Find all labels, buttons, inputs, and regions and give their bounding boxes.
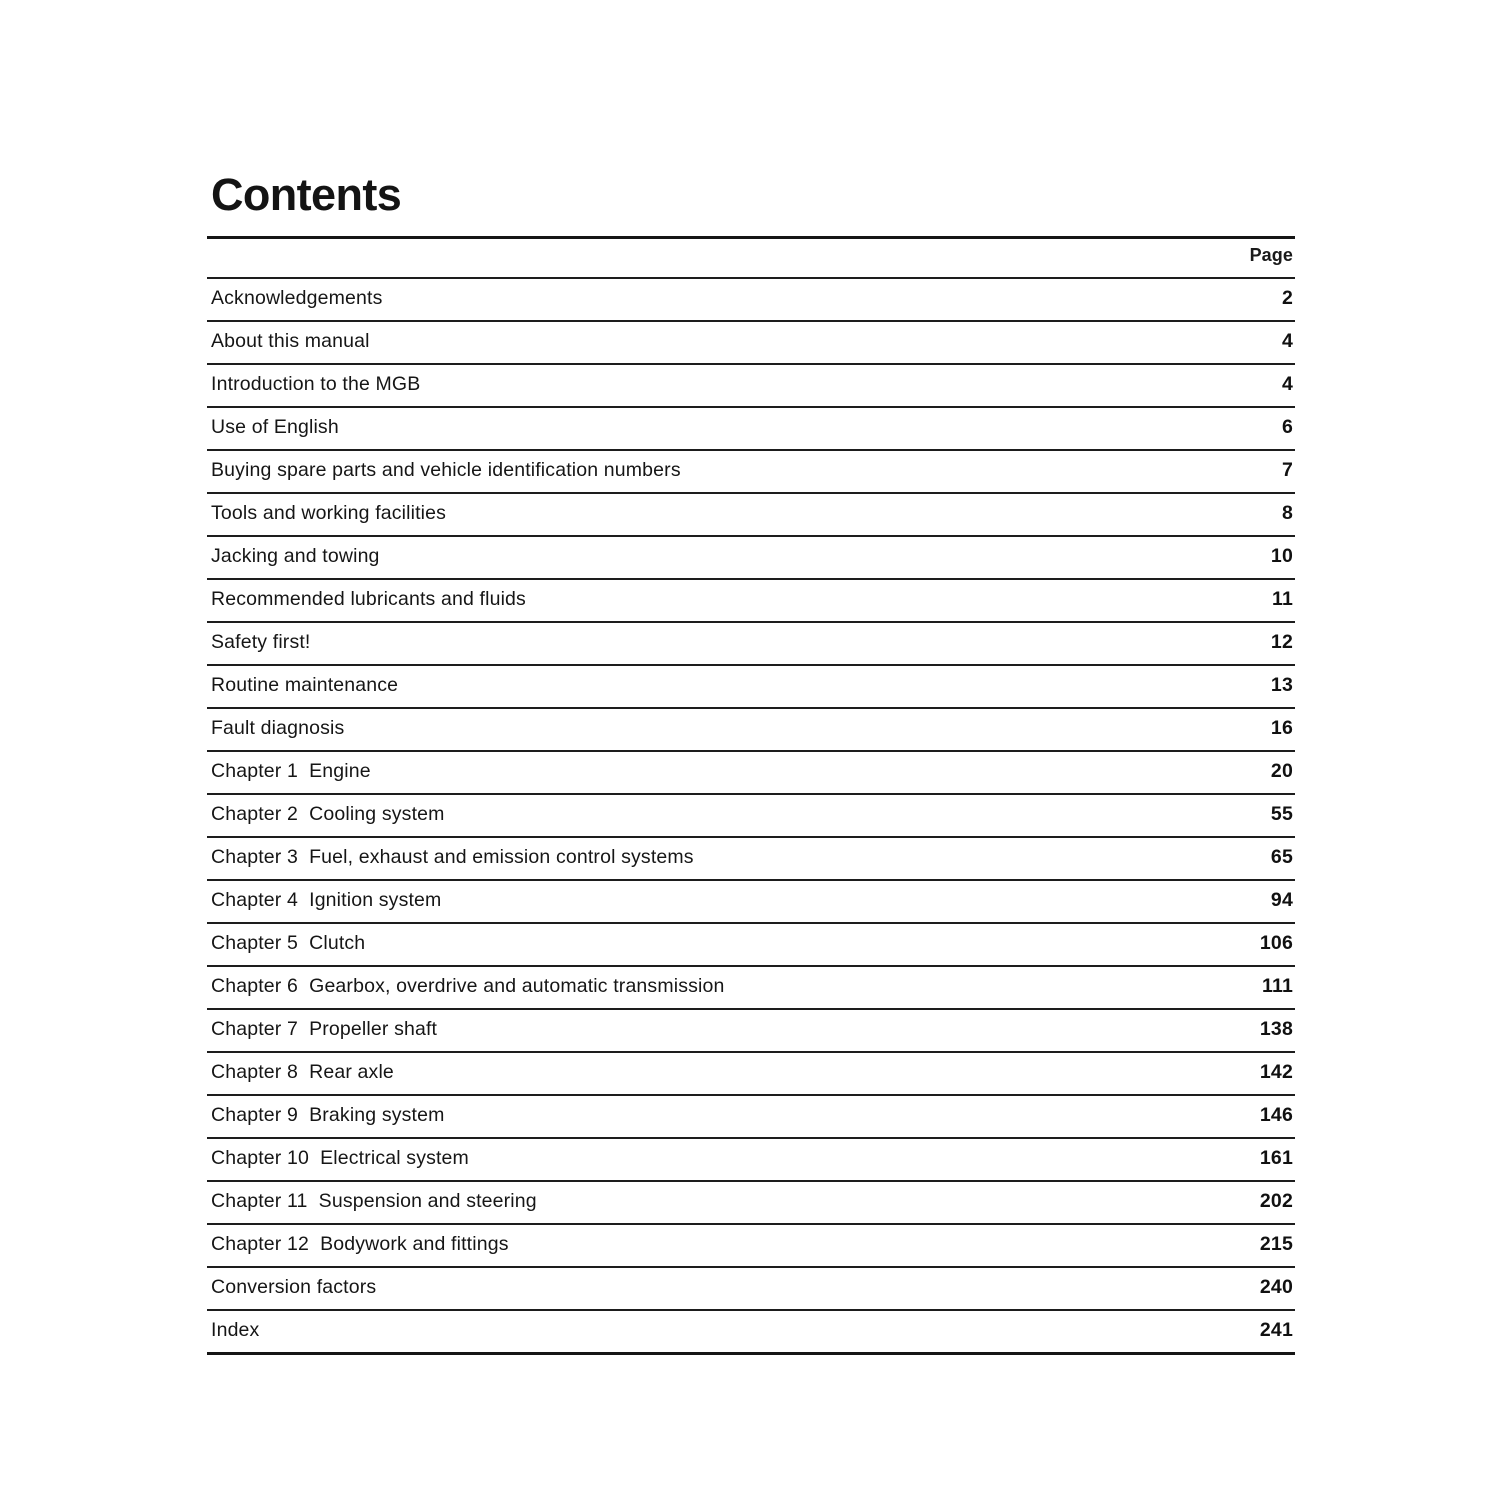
toc-entry-title: Chapter 10 Electrical system (211, 1147, 469, 1169)
toc-entry-page-number: 4 (1281, 373, 1293, 395)
toc-entry-title: Chapter 11 Suspension and steering (211, 1190, 537, 1212)
toc-entry-page-number: 6 (1281, 416, 1293, 438)
toc-entry-page-number: 10 (1270, 545, 1293, 567)
toc-entry-page-number: 142 (1259, 1061, 1293, 1083)
toc-entry-row[interactable] (207, 1182, 1295, 1223)
toc-entry-page-number: 7 (1281, 459, 1293, 481)
toc-entry-page-number: 11 (1271, 588, 1293, 610)
toc-entry-row[interactable] (207, 537, 1295, 578)
toc-entry-title: Introduction to the MGB (211, 373, 421, 395)
toc-entry-page-number: 146 (1259, 1104, 1293, 1126)
toc-entry-row[interactable] (207, 838, 1295, 879)
toc-entry-row[interactable] (207, 322, 1295, 363)
toc-entry-row[interactable] (207, 795, 1295, 836)
column-header-row (207, 239, 1295, 277)
toc-entry-title: Jacking and towing (211, 545, 380, 567)
toc-entry-row[interactable] (207, 1096, 1295, 1137)
toc-entry-title: Chapter 4 Ignition system (211, 889, 442, 911)
toc-entry-page-number: 111 (1262, 975, 1293, 997)
toc-entry-row[interactable] (207, 881, 1295, 922)
toc-entry-page-number: 240 (1259, 1276, 1293, 1298)
toc-entry-title: Chapter 12 Bodywork and fittings (211, 1233, 509, 1255)
toc-entry-title: Acknowledgements (211, 287, 383, 309)
toc-entry-page-number: 106 (1259, 932, 1293, 954)
toc-entry-row[interactable] (207, 1268, 1295, 1309)
toc-entry-page-number: 215 (1259, 1233, 1293, 1255)
toc-entry-title: Safety first! (211, 631, 311, 653)
toc-entry-row[interactable] (207, 279, 1295, 320)
toc-entry-title: Buying spare parts and vehicle identification numbers (211, 459, 681, 481)
toc-entry-page-number: 55 (1270, 803, 1293, 825)
toc-entry-row[interactable] (207, 580, 1295, 621)
toc-entry-page-number: 138 (1259, 1018, 1293, 1040)
toc-entry-title: Chapter 5 Clutch (211, 932, 366, 954)
page-title: Contents (211, 169, 402, 220)
toc-entry-title: Routine maintenance (211, 674, 399, 696)
toc-entry-row[interactable] (207, 1311, 1295, 1352)
toc-entry-page-number: 20 (1270, 760, 1293, 782)
toc-entry-row[interactable] (207, 709, 1295, 750)
toc-entry-title: Chapter 1 Engine (211, 760, 371, 782)
toc-entry-title: Conversion factors (211, 1276, 377, 1298)
toc-entry-page-number: 4 (1281, 330, 1293, 352)
toc-entry-page-number: 2 (1281, 287, 1293, 309)
toc-entry-title: Chapter 2 Cooling system (211, 803, 445, 825)
toc-entry-page-number: 161 (1259, 1147, 1293, 1169)
toc-entry-page-number: 94 (1270, 889, 1293, 911)
bottom-closing-rule (207, 1352, 1295, 1355)
toc-entry-row[interactable] (207, 752, 1295, 793)
toc-entry-title: Index (211, 1319, 260, 1341)
toc-entry-row[interactable] (207, 494, 1295, 535)
toc-entry-row[interactable] (207, 666, 1295, 707)
toc-entry-page-number: 202 (1259, 1190, 1293, 1212)
toc-entry-title: Fault diagnosis (211, 717, 345, 739)
toc-entry-row[interactable] (207, 408, 1295, 449)
toc-entry-row[interactable] (207, 1053, 1295, 1094)
toc-entry-row[interactable] (207, 967, 1295, 1008)
toc-entry-row[interactable] (207, 924, 1295, 965)
toc-entry-page-number: 65 (1270, 846, 1293, 868)
toc-entry-title: Chapter 9 Braking system (211, 1104, 445, 1126)
toc-entry-page-number: 12 (1270, 631, 1293, 653)
toc-entry-row[interactable] (207, 623, 1295, 664)
page-column-header: Page (1249, 245, 1293, 265)
toc-entry-row[interactable] (207, 1225, 1295, 1266)
toc-entry-row[interactable] (207, 365, 1295, 406)
toc-entry-title: Chapter 8 Rear axle (211, 1061, 394, 1083)
toc-entry-row[interactable] (207, 451, 1295, 492)
toc-entry-title: About this manual (211, 330, 370, 352)
toc-entry-page-number: 13 (1270, 674, 1293, 696)
toc-entry-row[interactable] (207, 1139, 1295, 1180)
toc-entry-title: Recommended lubricants and fluids (211, 588, 526, 610)
toc-entry-page-number: 241 (1259, 1319, 1293, 1341)
toc-entry-list (207, 277, 1295, 1352)
toc-entry-title: Chapter 7 Propeller shaft (211, 1018, 438, 1040)
toc-entry-row[interactable] (207, 1010, 1295, 1051)
toc-entry-title: Chapter 3 Fuel, exhaust and emission control systems (211, 846, 694, 868)
toc-entry-page-number: 8 (1281, 502, 1293, 524)
toc-entry-title: Chapter 6 Gearbox, overdrive and automatic transmission (211, 975, 725, 997)
toc-entry-page-number: 16 (1270, 717, 1293, 739)
table-of-contents (207, 169, 1295, 1355)
toc-entry-title: Tools and working facilities (211, 502, 447, 524)
toc-entry-title: Use of English (211, 416, 339, 438)
